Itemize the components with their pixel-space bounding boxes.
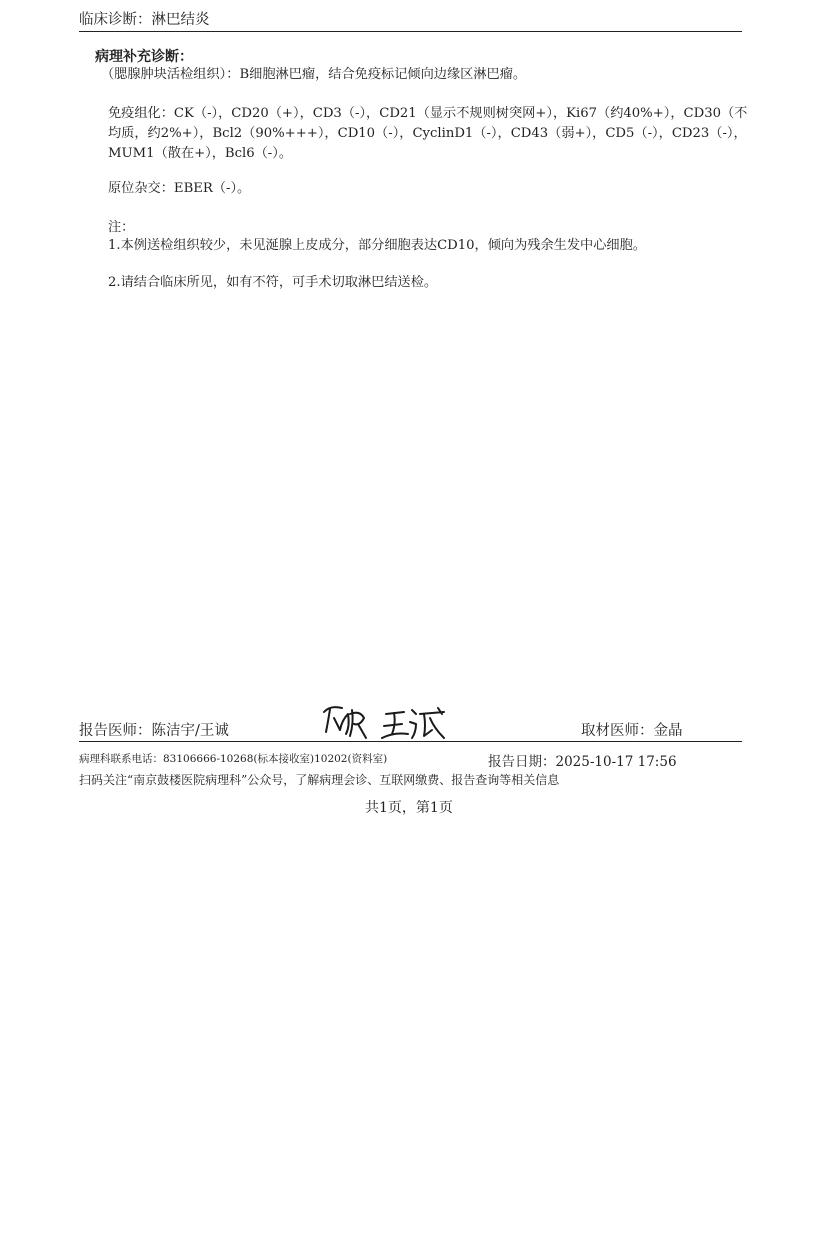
- note-item-2: 2.请结合临床所见，如有不符，可手术切取淋巴结送检。: [108, 275, 438, 290]
- scan-notice: 扫码关注“南京鼓楼医院病理科”公众号，了解病理会诊、互联网缴费、报告查询等相关信息: [79, 773, 560, 787]
- immunohistochemistry-text: 免疫组化：CK（-），CD20（+），CD3（-），CD21（显示不规则树突网+），Ki67（约40%+），CD30（不均质，约2%+），Bcl2（90%+++），CD10（-），CyclinD1（-），CD43（弱+），CD5（-），CD23（-），MUM1（散在+），Bcl6（-）。: [108, 106, 748, 161]
- note-item-1: 1.本例送检组织较少，未见涎腺上皮成分，部分细胞表达CD10，倾向为残余生发中心细胞。: [108, 238, 646, 253]
- handwritten-signature: [320, 700, 450, 742]
- footer-divider: [79, 741, 742, 742]
- contact-phone: 病理科联系电话：83106666-10268(标本接收室)10202(资料室): [79, 753, 388, 765]
- sampling-doctor: 取材医师：金晶: [581, 723, 683, 739]
- supplementary-diagnosis-text: （腮腺肿块活检组织）：B细胞淋巴瘤，结合免疫标记倾向边缘区淋巴瘤。: [101, 67, 527, 82]
- in-situ-hybridization-text: 原位杂交：EBER（-）。: [108, 181, 251, 196]
- supplementary-diagnosis-title: 病理补充诊断：: [95, 49, 193, 65]
- note-label: 注：: [108, 220, 135, 235]
- page-count: 共1页，第1页: [365, 800, 453, 816]
- report-date: 报告日期：2025-10-17 17:56: [488, 754, 677, 770]
- top-divider: [79, 31, 742, 32]
- report-doctor: 报告医师：陈洁宇/王诚: [79, 723, 229, 739]
- clinical-diagnosis: 临床诊断：淋巴结炎: [79, 12, 210, 28]
